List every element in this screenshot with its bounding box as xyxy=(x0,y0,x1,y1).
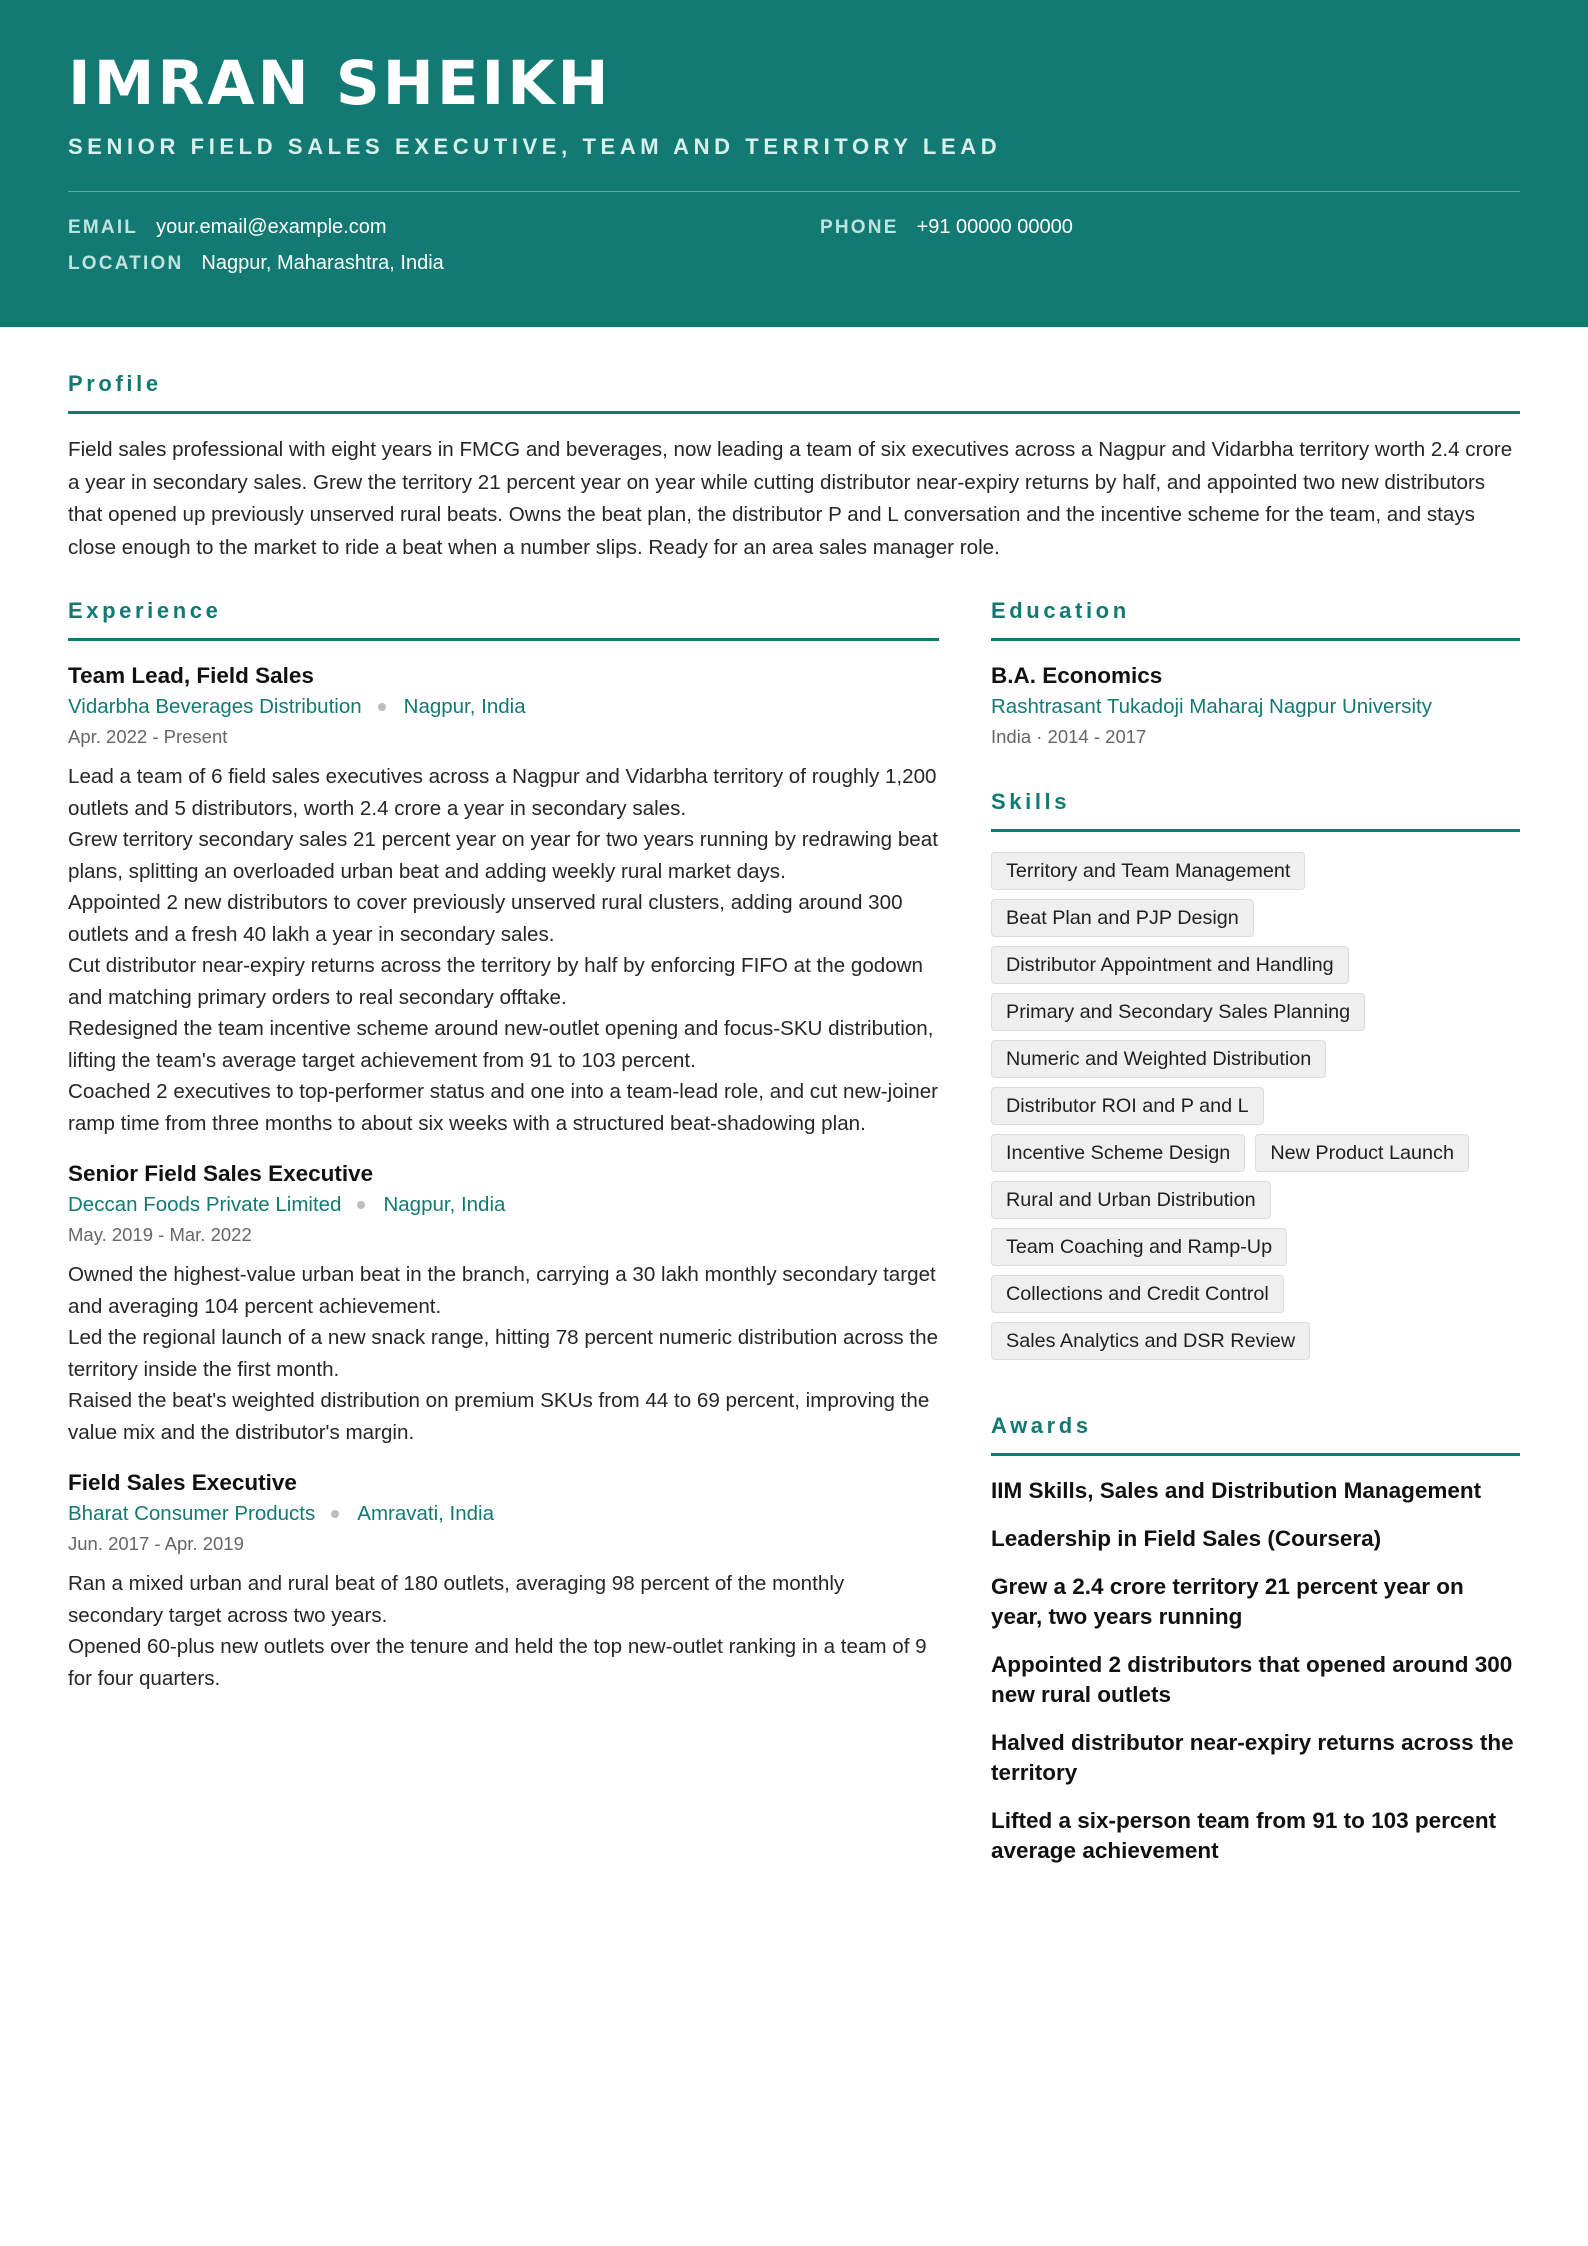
job-bullets xyxy=(68,761,939,1139)
job-title: Field Sales Executive xyxy=(68,1470,297,1495)
job-company: Deccan Foods Private Limited xyxy=(68,1193,342,1216)
job-dates: Apr. 2022 - Present xyxy=(68,726,228,747)
job-meta xyxy=(68,1498,939,1530)
skill-chip: Rural and Urban Distribution xyxy=(991,1181,1271,1219)
candidate-name: IMRAN SHEIKH xyxy=(68,48,612,119)
job-bullet: Cut distributor near-expiry returns across the territory by half by enforcing FIFO at the godown and matching primary orders to real secondary offtake. xyxy=(68,954,924,1009)
awards-list xyxy=(991,1476,1520,1866)
separator-dot-icon xyxy=(331,1510,339,1518)
job-meta xyxy=(68,691,939,723)
job-title: Senior Field Sales Executive xyxy=(68,1161,374,1186)
experience-heading: Experience xyxy=(68,598,939,641)
sidebar-column xyxy=(991,598,1520,1866)
skills-heading: Skills xyxy=(991,789,1520,832)
job-bullet: Lead a team of 6 field sales executives across a Nagpur and Vidarbha territory of roughly 1,200 outlets and 5 distributors, worth 2.4 crore a year in secondary sales. xyxy=(68,765,937,820)
award-item: Appointed 2 distributors that opened around 300 new rural outlets xyxy=(991,1652,1513,1707)
profile-heading: Profile xyxy=(68,371,1520,414)
skill-chip: Numeric and Weighted Distribution xyxy=(991,1040,1326,1078)
skill-chip: Beat Plan and PJP Design xyxy=(991,899,1254,937)
job-bullet: Coached 2 executives to top-performer status and one into a team-lead role, and cut new-joiner ramp time from three months to about six weeks with a structured beat-shadowing plan. xyxy=(68,1080,939,1135)
job-bullet: Appointed 2 new distributors to cover previously unserved rural clusters, adding around 300 outlets and a fresh 40 lakh a year in secondary sales. xyxy=(68,891,903,946)
job-bullet: Raised the beat's weighted distribution on premium SKUs from 44 to 69 percent, improving the value mix and the distributor's margin. xyxy=(68,1389,930,1444)
job-bullet: Opened 60-plus new outlets over the tenure and held the top new-outlet ranking in a team of 9 for four quarters. xyxy=(68,1635,927,1690)
job-bullets xyxy=(68,1259,939,1448)
award-item: Grew a 2.4 crore territory 21 percent year on year, two years running xyxy=(991,1574,1464,1629)
skills-list xyxy=(991,852,1520,1369)
award-item: Lifted a six-person team from 91 to 103 percent average achievement xyxy=(991,1808,1497,1863)
candidate-title: SENIOR FIELD SALES EXECUTIVE, TEAM AND TERRITORY LEAD xyxy=(68,134,1002,159)
education-meta: India · 2014 - 2017 xyxy=(991,726,1147,747)
phone-label: PHONE xyxy=(820,217,899,238)
skill-chip: Sales Analytics and DSR Review xyxy=(991,1322,1310,1360)
job-dates: May. 2019 - Mar. 2022 xyxy=(68,1224,252,1245)
skill-chip: Collections and Credit Control xyxy=(991,1275,1284,1313)
skill-chip: Distributor Appointment and Handling xyxy=(991,946,1349,984)
location-label: LOCATION xyxy=(68,253,184,274)
job-bullet: Ran a mixed urban and rural beat of 180 outlets, averaging 98 percent of the monthly secondary target across two years. xyxy=(68,1572,845,1627)
education-heading: Education xyxy=(991,598,1520,641)
job-bullets xyxy=(68,1568,939,1694)
skill-chip: Incentive Scheme Design xyxy=(991,1134,1245,1172)
contact-location xyxy=(68,252,444,275)
experience-column xyxy=(68,598,939,1866)
job-entry xyxy=(68,1159,939,1448)
award-item: Halved distributor near-expiry returns across the territory xyxy=(991,1730,1514,1785)
skill-chip: Team Coaching and Ramp-Up xyxy=(991,1228,1287,1266)
phone-value[interactable]: +91 00000 00000 xyxy=(916,216,1073,238)
email-label: EMAIL xyxy=(68,217,139,238)
job-title: Team Lead, Field Sales xyxy=(68,663,314,688)
award-item: Leadership in Field Sales (Coursera) xyxy=(991,1526,1382,1551)
resume-header xyxy=(0,0,1588,327)
skill-chip: Territory and Team Management xyxy=(991,852,1305,890)
job-bullet: Led the regional launch of a new snack range, hitting 78 percent numeric distribution across the territory inside the first month. xyxy=(68,1326,939,1381)
location-value: Nagpur, Maharashtra, India xyxy=(201,252,444,274)
skill-chip: Primary and Secondary Sales Planning xyxy=(991,993,1365,1031)
job-company: Vidarbha Beverages Distribution xyxy=(68,695,362,718)
job-meta xyxy=(68,1189,939,1221)
award-item: IIM Skills, Sales and Distribution Management xyxy=(991,1478,1482,1503)
awards-heading: Awards xyxy=(991,1413,1520,1456)
email-value[interactable]: your.email@example.com xyxy=(156,216,387,238)
separator-dot-icon xyxy=(357,1201,365,1209)
education-school: Rashtrasant Tukadoji Maharaj Nagpur University xyxy=(991,695,1432,718)
contact-phone xyxy=(820,216,1073,239)
contact-email xyxy=(68,216,387,239)
job-entry xyxy=(68,661,939,1139)
resume-body xyxy=(0,371,1588,1866)
two-column-layout xyxy=(68,598,1520,1866)
job-location: Amravati, India xyxy=(357,1502,494,1525)
skill-chip: Distributor ROI and P and L xyxy=(991,1087,1264,1125)
job-bullet: Redesigned the team incentive scheme around new-outlet opening and focus-SKU distribution, lifting the team's average target achievement from 91 to 103 percent. xyxy=(68,1017,934,1072)
separator-dot-icon xyxy=(378,703,386,711)
job-bullet: Owned the highest-value urban beat in the branch, carrying a 30 lakh monthly secondary target and averaging 104 percent achievement. xyxy=(68,1263,936,1318)
job-entry xyxy=(68,1468,939,1694)
job-location: Nagpur, India xyxy=(383,1193,506,1216)
job-bullet: Grew territory secondary sales 21 percent year on year for two years running by redrawing beat plans, splitting an overloaded urban beat and adding weekly rural market days. xyxy=(68,828,938,883)
education-degree: B.A. Economics xyxy=(991,663,1163,688)
skill-chip: New Product Launch xyxy=(1255,1134,1469,1172)
profile-summary: Field sales professional with eight years in FMCG and beverages, now leading a team of six executives across a Nagpur and Vidarbha territory worth 2.4 crore a year in secondary sales. Grew the territory 21 percent year on year while cutting distributor near-expiry returns by half, and appointed two new distributors that opened up previously unserved rural beats. Owns the beat plan, the distributor P and L conversation and the incentive scheme for the team, and stays close enough to the market to ride a beat when a number slips. Ready for an area sales manager role. xyxy=(68,438,1513,559)
job-location: Nagpur, India xyxy=(403,695,526,718)
header-divider xyxy=(68,191,1520,192)
job-dates: Jun. 2017 - Apr. 2019 xyxy=(68,1533,244,1554)
education-entry xyxy=(991,661,1520,751)
job-company: Bharat Consumer Products xyxy=(68,1502,316,1525)
